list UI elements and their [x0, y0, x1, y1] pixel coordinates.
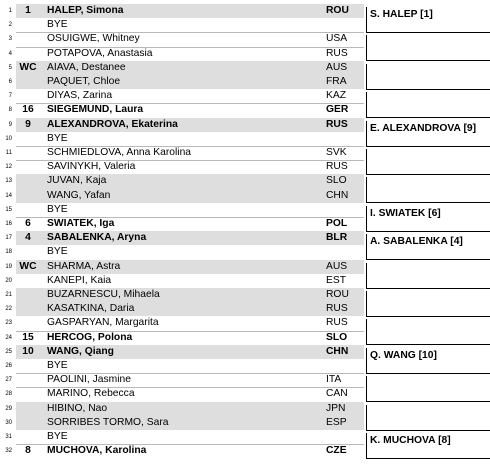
draw-row	[0, 103, 366, 117]
nationality: EST	[326, 274, 347, 286]
row-divider	[16, 160, 364, 161]
draw-position-number: 13	[5, 178, 12, 185]
player-name: SCHMIEDLOVA, Anna Karolina	[47, 147, 192, 158]
bracket-line	[366, 174, 490, 175]
row-divider	[16, 146, 364, 147]
bracket-line	[366, 146, 490, 147]
player-name: HALEP, Simona	[47, 5, 124, 16]
draw-position-number: 16	[5, 221, 12, 227]
draw-position-number: 6	[8, 79, 12, 85]
second-round-entry: Q. WANG [10]	[370, 349, 437, 361]
nationality: POL	[326, 218, 348, 229]
draw-row	[0, 345, 366, 359]
draw-row	[0, 231, 366, 245]
draw-row	[0, 402, 366, 416]
player-name: BYE	[47, 19, 68, 31]
bracket-connector	[366, 177, 367, 202]
player-name: SABALENKA, Aryna	[47, 232, 147, 244]
nationality: CZE	[326, 445, 347, 457]
draw-row	[0, 416, 366, 430]
draw-position-number: 20	[5, 277, 12, 284]
nationality: RUS	[326, 317, 348, 329]
row-divider	[16, 47, 364, 48]
draw-position-number: 23	[5, 320, 12, 327]
draw-position-number: 15	[5, 206, 12, 213]
bracket-line	[366, 32, 490, 33]
draw-position-number: 1	[8, 8, 12, 14]
bracket-connector	[366, 348, 367, 373]
draw-row	[0, 245, 366, 259]
draw-position-number: 7	[8, 93, 12, 100]
draw-row	[0, 430, 366, 444]
nationality: USA	[326, 33, 348, 45]
nationality: CHN	[326, 189, 349, 201]
second-round-entry: A. SABALENKA [4]	[370, 236, 463, 248]
draw-position-number: 4	[8, 50, 12, 57]
draw-position-number: 3	[8, 36, 12, 43]
nationality: KAZ	[326, 90, 347, 102]
bracket-connector	[366, 405, 367, 430]
player-name: SORRIBES TORMO, Sara	[47, 416, 169, 428]
draw-row	[0, 47, 366, 61]
row-band	[16, 132, 364, 146]
draw-position-number: 32	[5, 448, 12, 455]
draw-position-number: 14	[5, 192, 12, 199]
draw-row	[0, 274, 366, 288]
row-band	[16, 359, 364, 373]
player-name: MUCHOVA, Karolina	[47, 445, 147, 457]
nationality: BLR	[326, 232, 348, 244]
player-name: OSUIGWE, Whitney	[47, 33, 140, 45]
draw-row	[0, 61, 366, 75]
draw-position-number: 27	[5, 377, 12, 384]
bracket-connector	[366, 206, 367, 231]
nationality: ITA	[326, 374, 342, 386]
bracket-connector	[366, 319, 367, 344]
player-name: ALEXANDROVA, Ekaterina	[47, 118, 178, 130]
seed-label: 10	[22, 345, 34, 357]
nationality: SLO	[326, 331, 348, 343]
row-divider	[16, 217, 364, 218]
nationality: RUS	[326, 303, 348, 315]
player-name: MARINO, Rebecca	[47, 388, 135, 400]
nationality: RUS	[326, 161, 348, 173]
bracket-connector	[366, 64, 367, 89]
bracket-connector	[366, 263, 367, 288]
player-name: WANG, Yafan	[47, 189, 111, 201]
row-divider	[16, 103, 364, 104]
draw-row	[0, 75, 366, 89]
second-round-entry: E. ALEXANDROVA [9]	[370, 122, 477, 134]
nationality: FRA	[326, 76, 347, 87]
player-name: SIEGEMUND, Laura	[47, 104, 144, 116]
seed-label: 16	[22, 104, 34, 116]
player-name: KASATKINA, Daria	[47, 303, 135, 315]
draw-row	[0, 146, 366, 160]
player-name: BYE	[47, 246, 68, 258]
bracket-line	[366, 89, 490, 90]
draw-position-number: 26	[5, 363, 12, 369]
player-name: WANG, Qiang	[47, 345, 114, 357]
nationality: SVK	[326, 147, 347, 158]
draw-position-number: 18	[5, 249, 12, 256]
seed-label: 8	[25, 445, 31, 457]
draw-row	[0, 89, 366, 103]
player-name: POTAPOVA, Anastasia	[47, 47, 153, 59]
row-band	[16, 203, 364, 217]
second-round-entry: S. HALEP [1]	[370, 9, 433, 20]
draw-row	[0, 18, 366, 32]
row-divider	[16, 373, 364, 374]
bracket-line	[366, 202, 490, 203]
draw-row	[0, 260, 366, 274]
draw-row	[0, 302, 366, 316]
player-name: DIYAS, Zarina	[47, 90, 113, 102]
row-band	[16, 430, 364, 444]
bracket-connector	[366, 234, 367, 259]
bracket-line	[366, 401, 490, 402]
player-name: BYE	[47, 360, 68, 371]
row-divider	[16, 387, 364, 388]
bracket-line	[366, 259, 490, 260]
bracket-connector	[366, 291, 367, 316]
player-name: BYE	[47, 132, 68, 144]
player-name: PAQUET, Chloe	[47, 76, 121, 87]
second-round-entry: I. SWIATEK [6]	[370, 207, 441, 219]
draw-position-number: 9	[8, 121, 12, 128]
player-name: HERCOG, Polona	[47, 331, 133, 343]
player-name: AIAVA, Destanee	[47, 61, 126, 73]
draw-row	[0, 331, 366, 345]
nationality: SLO	[326, 175, 347, 187]
player-name: PAOLINI, Jasmine	[47, 374, 131, 386]
seed-label: WC	[19, 260, 37, 272]
bracket-connector	[366, 433, 367, 458]
draw-row	[0, 373, 366, 387]
nationality: CHN	[326, 345, 349, 357]
draw-position-number: 8	[8, 107, 12, 114]
row-divider	[16, 32, 364, 33]
player-name: BYE	[47, 431, 68, 442]
bracket-line	[366, 288, 490, 289]
draw-position-number: 19	[5, 263, 12, 270]
bracket-line	[366, 430, 490, 431]
draw-row	[0, 118, 366, 132]
bracket-line	[366, 60, 490, 61]
draw-row	[0, 189, 366, 203]
draw-row	[0, 174, 366, 188]
draw-position-number: 12	[5, 164, 12, 171]
bracket-connector	[366, 121, 367, 146]
draw-row	[0, 359, 366, 373]
bracket-connector	[366, 149, 367, 174]
draw-row	[0, 444, 366, 458]
bracket-line	[366, 458, 490, 459]
draw-position-number: 17	[5, 235, 12, 242]
draw-row	[0, 32, 366, 46]
seed-label: 4	[25, 232, 31, 244]
bracket-line	[366, 117, 490, 118]
draw-row	[0, 160, 366, 174]
bracket-connector	[366, 7, 367, 32]
seed-label: WC	[19, 61, 37, 73]
draw-position-number: 10	[5, 135, 12, 142]
draw-row	[0, 387, 366, 401]
bracket-line	[366, 373, 490, 374]
bracket-line	[366, 316, 490, 317]
nationality: ESP	[326, 416, 347, 428]
bracket-connector	[366, 92, 367, 117]
bracket-connector	[366, 35, 367, 60]
draw-position-number: 25	[5, 348, 12, 355]
nationality: CAN	[326, 388, 348, 400]
bracket-line	[366, 344, 490, 345]
seed-label: 1	[25, 5, 31, 16]
draw-position-number: 31	[5, 434, 12, 440]
player-name: HIBINO, Nao	[47, 402, 108, 414]
nationality: ROU	[326, 289, 349, 300]
nationality: RUS	[326, 47, 348, 59]
draw-row	[0, 217, 366, 231]
player-name: BUZARNESCU, Mihaela	[47, 289, 160, 300]
draw-position-number: 22	[5, 306, 12, 313]
nationality: ROU	[326, 5, 349, 16]
player-name: SWIATEK, Iga	[47, 218, 115, 229]
second-round-entry: K. MUCHOVA [8]	[370, 435, 451, 446]
draw-position-number: 21	[5, 292, 12, 298]
draw-position-number: 28	[5, 391, 12, 398]
draw-row	[0, 316, 366, 330]
seed-label: 9	[25, 118, 31, 130]
row-band	[16, 245, 364, 259]
row-divider	[16, 331, 364, 332]
draw-position-number: 30	[5, 419, 12, 426]
draw-position-number: 11	[5, 150, 12, 156]
seed-label: 6	[25, 218, 31, 229]
player-name: SHARMA, Astra	[47, 260, 121, 272]
bracket-connector	[366, 376, 367, 401]
nationality: AUS	[326, 260, 348, 272]
nationality: JPN	[326, 402, 346, 414]
player-name: KANEPI, Kaia	[47, 274, 112, 286]
draw-position-number: 2	[8, 22, 12, 29]
player-name: JUVAN, Kaja	[47, 175, 107, 187]
draw-row	[0, 132, 366, 146]
nationality: AUS	[326, 61, 348, 73]
row-divider	[16, 444, 364, 445]
draw-position-number: 24	[5, 334, 12, 341]
nationality: GER	[326, 104, 349, 116]
draw-row	[0, 4, 366, 18]
player-name: BYE	[47, 203, 68, 215]
player-name: SAVINYKH, Valeria	[47, 161, 136, 173]
nationality: RUS	[326, 118, 348, 130]
seed-label: 15	[22, 331, 34, 343]
player-name: GASPARYAN, Margarita	[47, 317, 159, 329]
draw-position-number: 29	[5, 405, 12, 412]
row-band	[16, 18, 364, 32]
draw-row	[0, 203, 366, 217]
draw-position-number: 5	[8, 64, 12, 71]
draw-row	[0, 288, 366, 302]
bracket-line	[366, 231, 490, 232]
